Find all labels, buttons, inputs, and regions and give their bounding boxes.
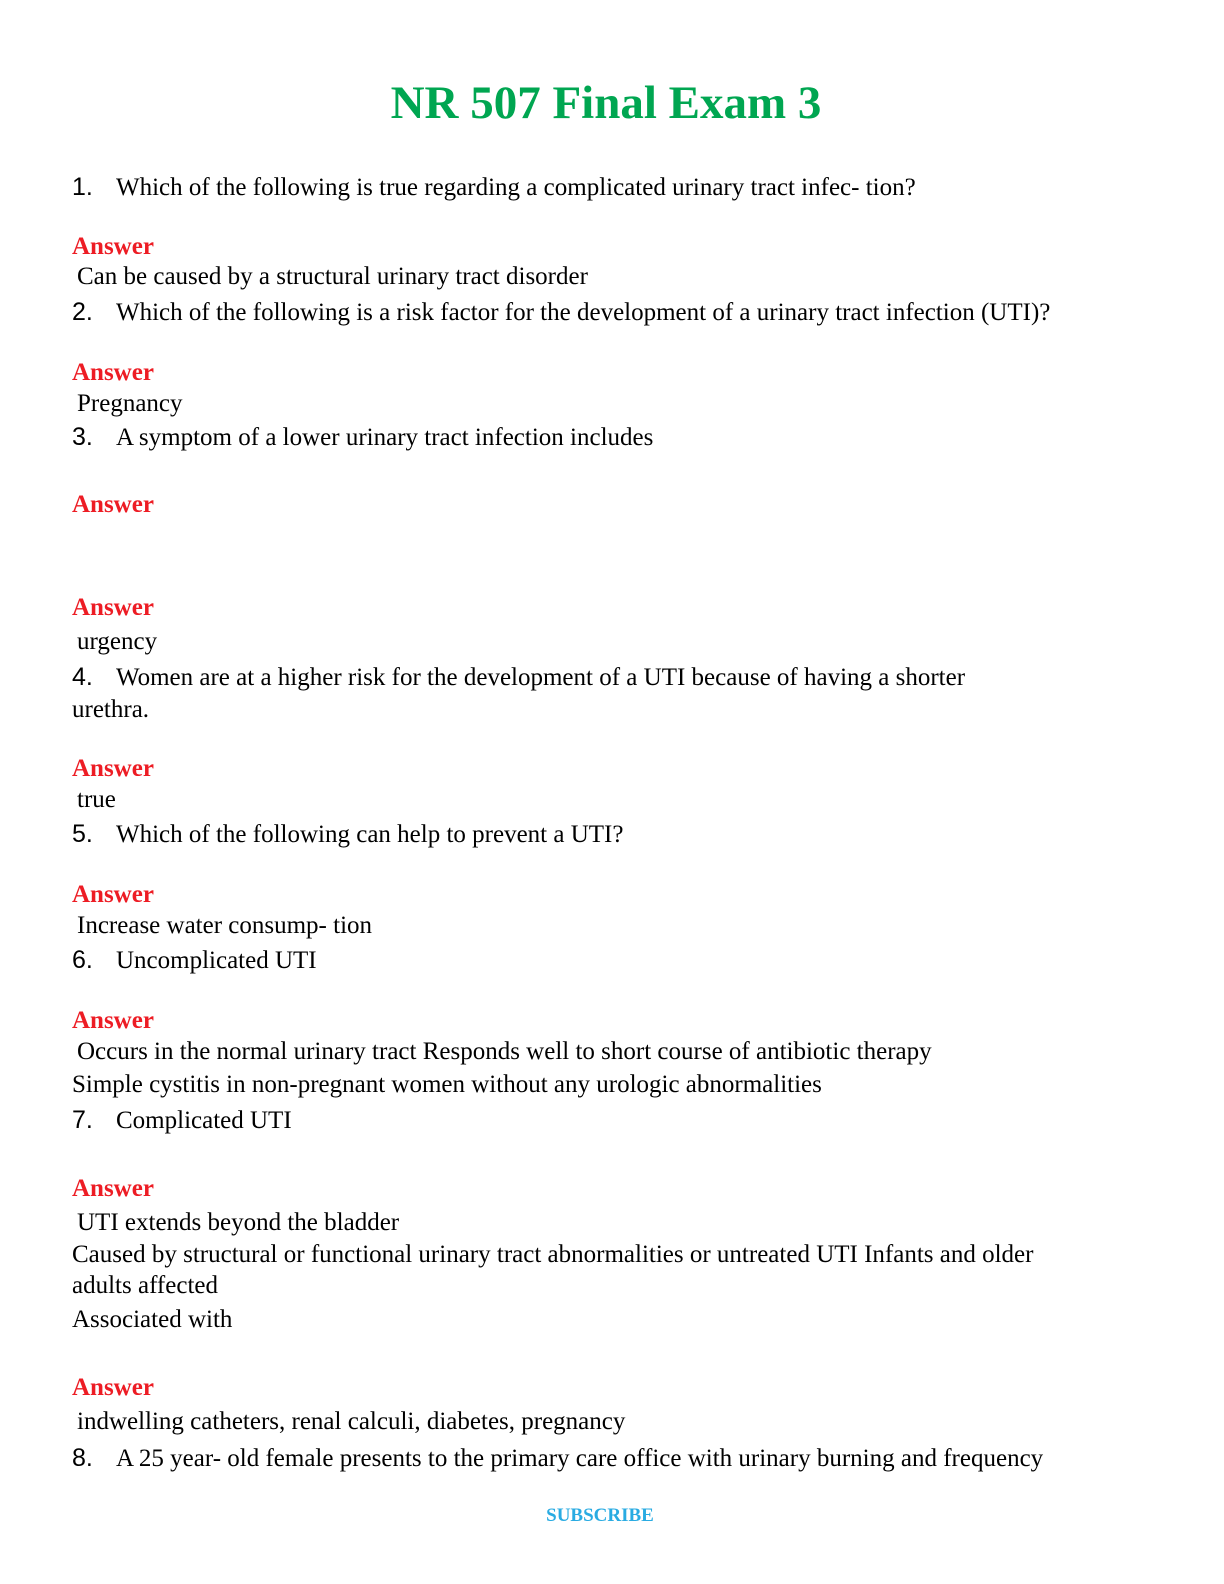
question-text: Which of the following can help to prevent a UTI? [116,821,624,848]
question-text: A 25 year- old female presents to the primary care office with urinary burning and frequency [116,1445,1044,1472]
answer-label: Answer [72,491,154,518]
question-4 [72,662,965,693]
answer-label: Answer [72,233,154,260]
answer-label: Answer [72,755,154,782]
question-7 [72,1105,292,1136]
answer-text: Can be caused by a structural urinary tract disorder [77,263,588,290]
answer-label: Answer [72,1175,154,1202]
question-1 [72,172,916,203]
answer-text-continued: Caused by structural or functional urinary tract abnormalities or untreated UTI Infants and older [72,1241,1034,1268]
question-text: Women are at a higher risk for the development of a UTI because of having a shorter [116,664,966,691]
answer-text: Increase water consump- tion [77,912,373,939]
question-number: 5. [72,820,93,848]
question-2 [72,297,1050,328]
question-text: Uncomplicated UTI [116,947,317,974]
answer-text: Pregnancy [77,390,183,417]
question-number: 1. [72,173,93,201]
question-text: Complicated UTI [116,1107,292,1134]
answer-label: Answer [72,881,154,908]
answer-text-continued: Simple cystitis in non-pregnant women without any urologic abnormalities [72,1071,822,1098]
question-text: A symptom of a lower urinary tract infection includes [116,424,654,451]
answer-label: Answer [72,594,154,621]
answer-text: true [77,786,116,813]
question-number: 4. [72,663,93,691]
question-text: Which of the following is true regarding a complicated urinary tract infec- tion? [116,174,916,201]
subscribe-link[interactable]: SUBSCRIBE [546,1505,654,1526]
question-text: Which of the following is a risk factor for the development of a urinary tract infection (UTI)? [116,299,1051,326]
question-5 [72,819,623,850]
answer-text: Occurs in the normal urinary tract Responds well to short course of antibiotic therapy [77,1038,932,1065]
question-3 [72,422,653,453]
question-number: 2. [72,298,93,326]
question-number: 6. [72,946,93,974]
question-number: 7. [72,1106,93,1134]
page-title: NR 507 Final Exam 3 [390,77,822,129]
answer-text-continued: Associated with [72,1306,233,1333]
answer-text: urgency [77,628,158,655]
question-6 [72,945,317,976]
answer-text: UTI extends beyond the bladder [77,1209,400,1236]
question-8 [72,1443,1043,1474]
question-number: 8. [72,1444,93,1472]
answer-label: Answer [72,359,154,386]
answer-label: Answer [72,1007,154,1034]
answer-label: Answer [72,1374,154,1401]
answer-text: indwelling catheters, renal calculi, diabetes, pregnancy [77,1408,626,1435]
answer-text-continued: adults affected [72,1272,218,1299]
question-text-continued: urethra. [72,696,150,723]
question-number: 3. [72,423,93,451]
